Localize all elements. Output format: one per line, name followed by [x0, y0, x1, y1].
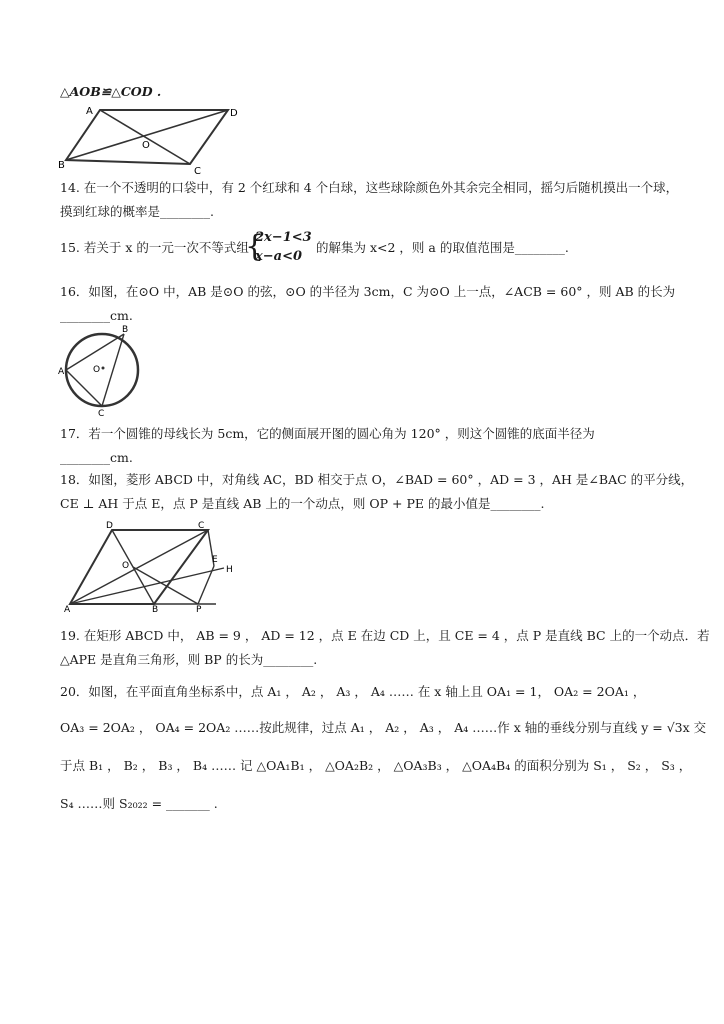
fig18-label-a: A	[64, 605, 71, 612]
figure-16-circle	[56, 324, 146, 416]
figure-18-rhombus	[58, 518, 238, 612]
fig16-label-b: B	[122, 325, 129, 335]
fig13-label-c: C	[194, 166, 201, 174]
q15-inequality-system	[255, 228, 312, 266]
fig18-label-p: P	[196, 605, 202, 612]
q15-inequality-1: 2x−1<3	[255, 230, 312, 245]
q20-text-3: 于点 B₁ ， B₂ ， B₃ ， B₄ …… 记 △OA₁B₁ ， △OA₂B₂ ， △OA₃B₃ ， △OA₄B₄ 的面积分别为 S₁ ， S₂ ， S₃ ，	[60, 758, 692, 773]
fig18-label-c: C	[198, 521, 205, 531]
q15-text-2: 的解集为 x<2 ，则 a 的取值范围是________.	[316, 240, 569, 255]
q14-text-1: 14. 在一个不透明的口袋中，有 2 个红球和 4 个白球，这些球除颜色外其余完全相同，摇匀后随机摸出一个球，	[60, 180, 679, 195]
fig18-label-h: H	[226, 565, 233, 575]
q14-text-2: 摸到红球的概率是________.	[60, 204, 214, 219]
q15-text-1: 15. 若关于 x 的一元一次不等式组	[60, 240, 249, 255]
q19-text-2: △APE 是直角三角形，则 BP 的长为________.	[60, 652, 318, 667]
q20-text-1: 20．如图，在平面直角坐标系中，点 A₁ ， A₂ ， A₃ ， A₄ …… 在 x 轴上且 OA₁ = 1， OA₂ = 2OA₁ ，	[60, 684, 646, 699]
fig18-label-o: O	[122, 561, 130, 571]
fig13-label-o: O	[142, 140, 150, 151]
q19-text-1: 19. 在矩形 ABCD 中， AB = 9 ， AD = 12 ，点 E 在边 CD 上，且 CE = 4 ，点 P 是直线 BC 上的一个动点．若	[60, 628, 710, 643]
q15-inequality-2: x−a<0	[255, 249, 303, 264]
figure-13-parallelogram	[58, 104, 248, 174]
q18-text-2: CE ⊥ AH 于点 E，点 P 是直线 AB 上的一个动点，则 OP + PE 的最小值是________.	[60, 496, 545, 511]
fig13-label-a: A	[86, 106, 93, 117]
fig16-label-a: A	[58, 367, 65, 377]
fig18-label-e: E	[212, 555, 218, 565]
q17-text-1: 17．若一个圆锥的母线长为 5cm，它的侧面展开图的圆心角为 120° ，则这个圆锥的底面半径为	[60, 426, 595, 441]
q13-conclusion: △AOB≌△COD .	[60, 84, 162, 99]
fig16-label-o: O	[93, 365, 101, 375]
fig13-label-b: B	[58, 160, 65, 171]
q20-text-2: OA₃ = 2OA₂ ， OA₄ = 2OA₂ ……按此规律，过点 A₁ ， A₂ ， A₃ ， A₄ ……作 x 轴的垂线分别与直线 y = √3x 交	[60, 720, 707, 735]
q18-text-1: 18．如图，菱形 ABCD 中，对角线 AC，BD 相交于点 O，∠BAD = 60° ，AD = 3 ，AH 是∠BAC 的平分线，	[60, 472, 694, 487]
fig16-label-c: C	[98, 409, 105, 416]
fig13-label-d: D	[230, 108, 238, 119]
fig18-label-d: D	[106, 521, 113, 531]
q15-brace-icon: {	[245, 229, 265, 264]
q16-text-1: 16．如图，在⊙O 中，AB 是⊙O 的弦，⊙O 的半径为 3cm，C 为⊙O 上一点，∠ACB = 60° ，则 AB 的长为	[60, 284, 676, 299]
q20-text-4: S₄ ……则 S₂₀₂₂ = _______ .	[60, 796, 218, 811]
q17-text-2: ________cm.	[60, 450, 133, 465]
q16-text-2: ________cm.	[60, 308, 133, 323]
fig18-label-b: B	[152, 605, 159, 612]
